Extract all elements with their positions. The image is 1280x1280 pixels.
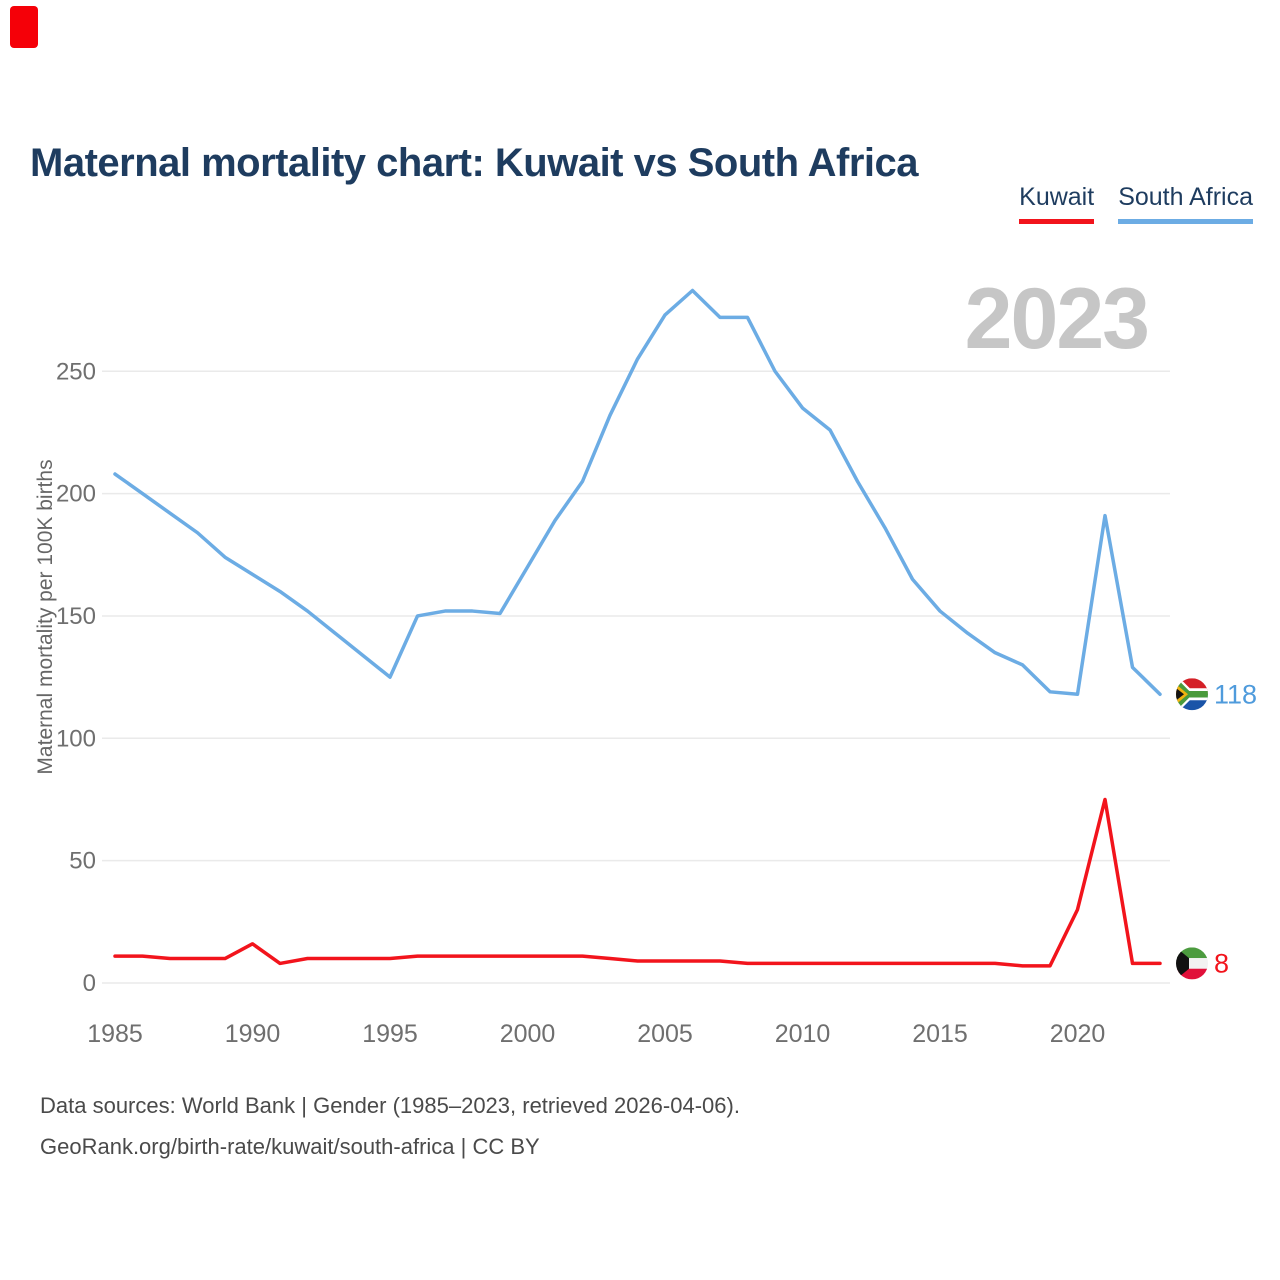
legend-item-south-africa[interactable]: South Africa — [1118, 183, 1253, 224]
year-watermark: 2023 — [964, 271, 1148, 367]
y-tick-label: 0 — [82, 970, 96, 997]
x-tick-label: 2020 — [1049, 1020, 1106, 1048]
legend-item-kuwait[interactable]: Kuwait — [1019, 183, 1094, 224]
y-axis-title: Maternal mortality per 100K births — [34, 459, 57, 775]
footer-attribution: GeoRank.org/birth-rate/kuwait/south-africa | CC BY — [40, 1134, 540, 1159]
kuwait-flag-icon — [1176, 947, 1208, 979]
footer — [40, 1085, 740, 1167]
y-tick-label: 50 — [69, 847, 96, 875]
x-tick-label: 1985 — [87, 1020, 143, 1048]
x-tick-label: 1990 — [224, 1020, 281, 1048]
x-tick-label: 1995 — [362, 1020, 418, 1048]
y-tick-label: 100 — [55, 725, 96, 753]
x-tick-label: 2010 — [774, 1020, 831, 1048]
footer-data-sources: Data sources: World Bank | Gender (1985–2023, retrieved 2026-04-06). — [40, 1093, 740, 1118]
kuwait-series-line — [115, 799, 1160, 965]
south-africa-flag-icon — [1174, 678, 1210, 710]
y-tick-label: 150 — [55, 602, 96, 630]
page-title: Maternal mortality chart: Kuwait vs South Africa — [30, 140, 919, 185]
y-tick-label: 200 — [55, 480, 96, 508]
x-tick-label: 2015 — [912, 1020, 968, 1048]
kuwait-end-value-label: 8 — [1214, 948, 1230, 979]
x-tick-label: 2005 — [637, 1020, 693, 1048]
y-tick-label: 250 — [55, 358, 96, 386]
x-tick-label: 2000 — [499, 1020, 556, 1048]
south-africa-end-value-label: 118 — [1214, 679, 1258, 710]
